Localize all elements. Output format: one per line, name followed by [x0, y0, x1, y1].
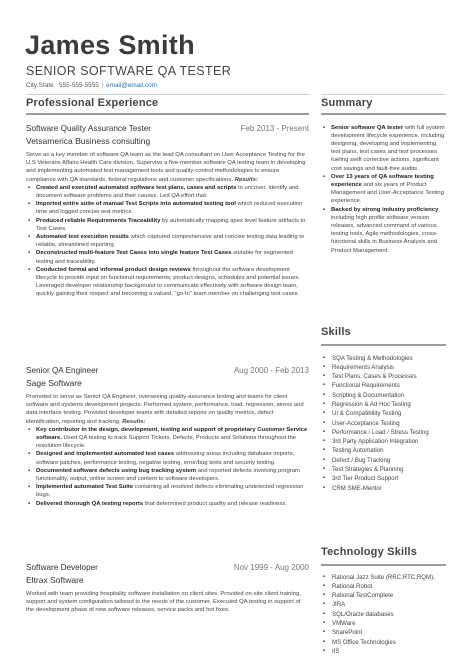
job-entry: [26, 366, 309, 508]
skill-item: ▪ Test Plans, Cases & Processes: [321, 372, 446, 381]
tech-skill-item: ▪ Rational Robot: [321, 582, 446, 591]
tech-skills-heading: Technology Skills: [321, 546, 418, 558]
result-item: ▪ Delivered thorough QA testing reports that determined product quality and release readiness.: [26, 500, 309, 508]
result-item: ▪ Produced reliable Requirements Traceability by automatically mapping apex level feature artifacts to Test Cases.: [26, 217, 309, 233]
result-item: ▪ Created and executed automated software test plans, cases and scripts to uncover, identify and document software problems and their causes. Led QA effort that:: [26, 184, 309, 200]
tech-skills-rule: [321, 564, 446, 566]
separator: |: [101, 82, 104, 89]
skill-item: ▪ Test Strategies & Planning: [321, 465, 446, 474]
tech-skill-item: ▪ IIS: [321, 647, 446, 656]
results-label: Results:: [234, 176, 258, 183]
skills-section: [321, 326, 446, 493]
result-item: ▪ Implemented automated Test Suite containing all resolved defects eliminating undetected regression bugs.: [26, 483, 309, 499]
job-dates: Aug 2000 - Feb 2013: [233, 366, 309, 375]
skill-item: ▪ 3rd Tier Product Support: [321, 474, 446, 483]
skills-rule: [321, 344, 446, 346]
company-name: Vetsamerica Business consulting: [26, 136, 151, 146]
skill-item: ▪ Requirements Analysis: [321, 363, 446, 372]
city-state: City State: [26, 82, 54, 89]
experience-header: [26, 94, 309, 115]
top-rule: [26, 94, 309, 95]
experience-rule: [26, 113, 309, 115]
skill-item: ▪ Testing Automation: [321, 446, 446, 455]
job-description: Serve as a key member of software QA team as the lead QA consultant on User Acceptance Testing for the U.S Veterans Affairs Health Care division. Supervise a five-member software QA testing team in developing and implementing automated test management tools and quality-control methodologies to ensure compliance with QA standards, federal regulations and customer specifications. Results:: [26, 152, 306, 183]
contact-line: [26, 82, 157, 89]
skill-item: ▪ Regression & Ad Hoc Testing: [321, 400, 446, 409]
job-results: [26, 184, 309, 299]
skill-item: ▪ Functional Requirements: [321, 381, 446, 390]
result-item: ▪ Key contributor in the design, development, testing and support of proprietary Customer Service software. Used QA testing to track Support Tickets, Defects, Products and Solutions throughout the resolution lifecycle.: [26, 426, 309, 451]
summary-heading: Summary: [321, 97, 373, 109]
summary-section: [321, 94, 446, 255]
job-title: Senior QA Engineer: [26, 366, 99, 375]
tech-skill-item: ▪ SQL/Oracle databases: [321, 610, 446, 619]
result-item: ▪ Imported entire suite of manual Test Scripts into automated testing tool which reduced execution time and logged concise test metrics.: [26, 200, 309, 216]
skill-item: ▪ UI & Compatibility Testing: [321, 409, 446, 418]
email-link[interactable]: email@email.com: [106, 82, 157, 89]
skills-list: [321, 354, 446, 493]
result-item: ▪ Deconstructed multi-feature Test Cases into single feature Test Cases suitable for segmented testing and traceability.: [26, 249, 309, 265]
experience-heading: Professional Experience: [26, 97, 159, 109]
job-description: Promoted to serve as Senior QA Engineer, overseeing quality-assurance testing and teams for client software and systems development projects. Performed system, performance, load, regression, stress and data interface testing. Provided developer teams with detailed reports on quality metrics, defect identification, reporting and tracking. Results:: [26, 394, 304, 425]
top-rule-right: [321, 94, 446, 95]
job-title: Software Quality Assurance Tester: [26, 124, 151, 133]
tech-skill-item: ▪ SharePoint: [321, 628, 446, 637]
skills-heading: Skills: [321, 326, 351, 338]
summary-item: ▪ Senior software QA tester with full system development lifecycle experience, including designing, developing and implementing test plans, test cases and test processes fueling swift corrective actions, significant cost savings and fault-free audits.: [321, 124, 446, 173]
tech-skill-item: ▪ VMWare: [321, 619, 446, 628]
skill-item: ▪ Defect / Bug Tracking: [321, 456, 446, 465]
candidate-name: James Smith: [25, 30, 195, 60]
job-header: [26, 563, 309, 572]
skill-item: ▪ User-Acceptance Testing: [321, 419, 446, 428]
candidate-title: SENIOR SOFTWARE QA TESTER: [26, 64, 232, 78]
job-header: [26, 366, 309, 375]
job-dates: Nov 1999 - Aug 2000: [233, 563, 309, 572]
tech-skill-item: ▪ JIRA: [321, 600, 446, 609]
results-label: Results:: [122, 418, 146, 425]
job-entry: [26, 124, 309, 299]
tech-skills-list: [321, 573, 446, 657]
result-item: ▪ Conducted formal and informal product design reviews throughout the software development lifecycle to provide input on functional requirements, product designs, schedules and potential issues. Leveraged developer relationship background to communicate effectively with software design team, quickly gaining their respect and becoming a valued, “go-to” team member on challenging test cases.: [26, 266, 309, 299]
tech-skill-item: ▪ MS Office Technologies: [321, 638, 446, 647]
company-name: Eltrax Software: [26, 575, 84, 585]
skill-item: ▪ SQA Testing & Methodologies: [321, 354, 446, 363]
summary-rule: [321, 113, 446, 115]
result-item: ▪ Designed and implemented automated test cases addressing areas including database imports, software patches, performance testing, negative testing, error/bug tests and security testing.: [26, 450, 309, 466]
job-dates: Feb 2013 - Present: [240, 124, 309, 133]
tech-skills-section: [321, 546, 446, 656]
tech-skill-item: ▪ Rational Jazz Suite (RRC,RTC,RQM),: [321, 573, 446, 582]
summary-item: ▪ Backed by strong industry proficiency including high profile software version releases, advanced command of various testing tools, Agile methodologies, cross-functional skills in Business Analysis and Product Management.: [321, 206, 446, 255]
summary-item: ▪ Over 13 years of QA software testing experience and six years of Product Management and User-Acceptance Testing experience.: [321, 173, 446, 206]
skill-item: ▪ CRM SME-Mentor: [321, 484, 446, 493]
skill-item: ▪ 3rd Party Application Integration: [321, 437, 446, 446]
job-results: [26, 426, 309, 508]
job-description: Worked with team providing hospitality software installation on client sites. Provided on-site client training, support and system configuration tailored to the needs of the customer. Executed QA testing in support of the development phase of new software releases, service packs and hot fixes.: [26, 591, 301, 614]
result-item: ▪ Automated test execution results which captured comprehensive and concise testing data leading to reliable, streamlined reporting.: [26, 233, 309, 249]
result-item: ▪ Documented software defects using bug tracking system and reported defects involving program functionality, output, online screen and content to software developers.: [26, 467, 309, 483]
job-title: Software Developer: [26, 563, 98, 572]
skill-item: ▪ Performance / Load / Stress Testing: [321, 428, 446, 437]
job-entry: [26, 563, 309, 615]
job-header: [26, 124, 309, 133]
tech-skill-item: ▪ Rational TestComplete: [321, 591, 446, 600]
skill-item: ▪ Scripting & Documentation: [321, 391, 446, 400]
phone: 555-555-5555: [59, 82, 99, 89]
company-name: Sage Software: [26, 378, 82, 388]
summary-list: [321, 124, 446, 255]
